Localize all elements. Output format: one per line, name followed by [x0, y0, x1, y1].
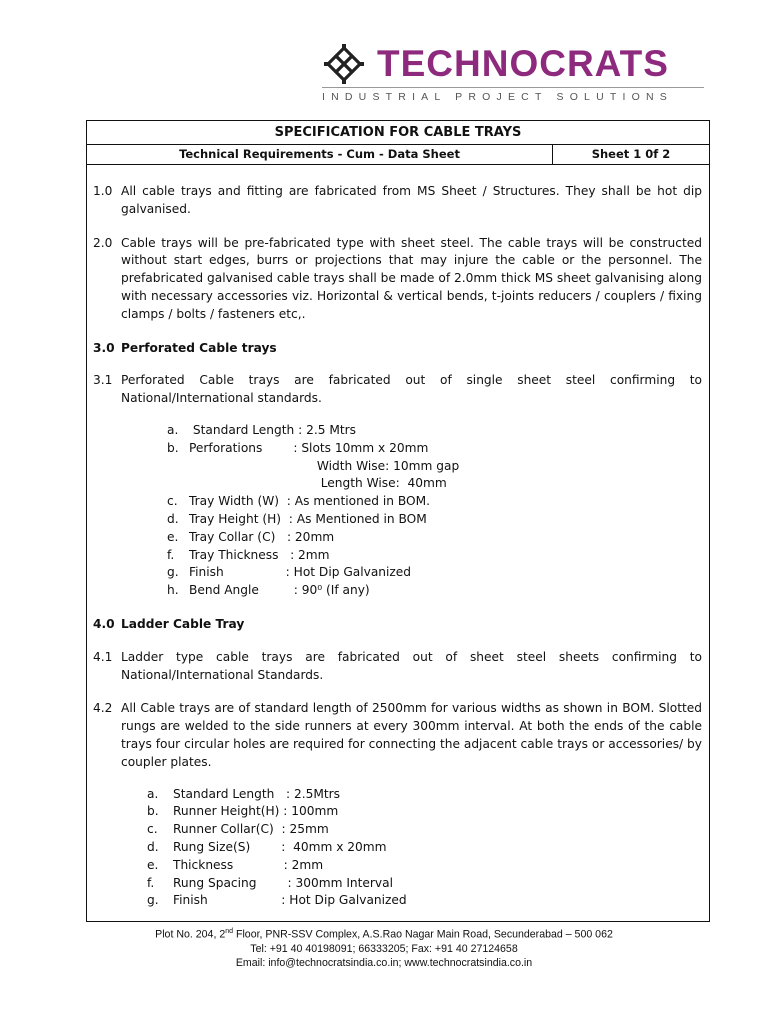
list-item: b. Runner Height(H) : 100mm	[147, 804, 339, 819]
footer-address: Plot No. 204, 2nd Floor, PNR-SSV Complex, A.S.Rao Nagar Main Road, Secunderabad – 500 062	[155, 928, 613, 941]
ladder-tray-spec-list	[147, 786, 702, 911]
letterhead-footer	[0, 925, 768, 970]
list-item: g. Finish : Hot Dip Galvanized	[147, 893, 407, 908]
section-heading-4: 4.0 Ladder Cable Tray	[93, 616, 245, 631]
list-item: f. Rung Spacing : 300mm Interval	[147, 875, 393, 890]
list-item: f. Tray Thickness : 2mm	[167, 547, 330, 562]
list-item: h. Bend Angle : 90⁰ (If any)	[167, 583, 370, 598]
data-sheet	[86, 120, 710, 922]
clause-1-0: 1.0 All cable trays and fitting are fabricated from MS Sheet / Structures. They shall be hot dip galvanised.	[93, 184, 702, 216]
clause-2-0: 2.0 Cable trays will be pre-fabricated type with sheet steel. The cable trays will be constructed without start edges, burrs or projections that may injure the cable or the personnel. The prefabricated galvanised cable trays shall be made of 2.0mm thick MS sheet galvanising along with necessary accessories viz. Horizontal & vertical bends, t-joints reducers / couplers / fixing clamps / bolts / fasteners etc,.	[93, 235, 702, 321]
list-item: Length Wise: 40mm	[189, 476, 447, 491]
footer-email: Email: info@technocratsindia.co.in; www.technocratsindia.co.in	[235, 956, 533, 969]
letterhead	[0, 0, 768, 115]
sheet-number: Sheet 1 0f 2	[591, 147, 671, 161]
list-item: e. Thickness : 2mm	[147, 857, 324, 872]
clause-4-1: 4.1 Ladder type cable trays are fabricated out of sheet steel sheets confirming to National/International Standards.	[93, 649, 702, 682]
list-item: d. Tray Height (H) : As Mentioned in BOM	[167, 511, 427, 526]
tagline-rule	[322, 87, 704, 88]
clause-4-2: 4.2 All Cable trays are of standard length of 2500mm for various widths as shown in BOM. Slotted rungs are welded to the side runners at every 300mm interval. At both the ends of the cable trays four circular holes are required for connecting the adjacent cable trays or accessories/ by coupler plates.	[93, 701, 702, 769]
perforated-tray-spec-list	[167, 422, 702, 600]
list-item: b. Perforations : Slots 10mm x 20mm	[167, 440, 429, 455]
list-item: Width Wise: 10mm gap	[189, 458, 460, 473]
sheet-subtitle: Technical Requirements - Cum - Data Sheet	[87, 145, 553, 164]
brand-tagline: INDUSTRIAL PROJECT SOLUTIONS	[322, 91, 673, 103]
section-heading-3: 3.0 Perforated Cable trays	[93, 340, 277, 355]
list-item: c. Tray Width (W) : As mentioned in BOM.	[167, 494, 431, 509]
list-item: a. Standard Length : 2.5 Mtrs	[167, 422, 356, 437]
list-item: d. Rung Size(S) : 40mm x 20mm	[147, 839, 387, 854]
brand-name: TECHNOCRATS	[377, 43, 669, 84]
list-item: c. Runner Collar(C) : 25mm	[147, 822, 329, 837]
list-item: a. Standard Length : 2.5Mtrs	[147, 786, 340, 801]
list-item: g. Finish : Hot Dip Galvanized	[167, 565, 412, 580]
footer-phone: Tel: +91 40 40198091; 66333205; Fax: +91 40 27124658	[250, 942, 518, 955]
sheet-title: SPECIFICATION FOR CABLE TRAYS	[87, 121, 709, 145]
clause-3-1: 3.1 Perforated Cable trays are fabricated out of single sheet steel confirming to National/International standards.	[93, 373, 702, 406]
sheet-body	[87, 165, 709, 910]
list-item: e. Tray Collar (C) : 20mm	[167, 529, 335, 544]
knot-icon	[322, 44, 366, 84]
sheet-subheader	[87, 145, 709, 165]
